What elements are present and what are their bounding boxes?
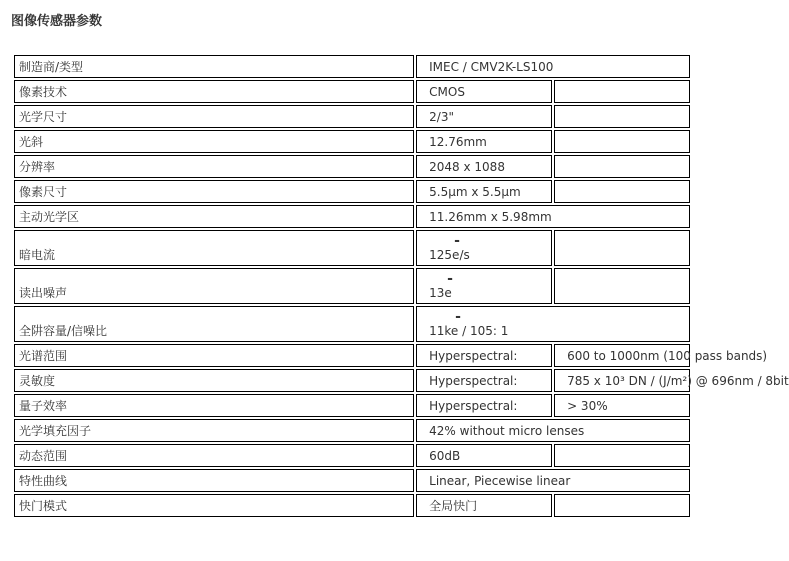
row-value: Hyperspectral: bbox=[416, 394, 552, 417]
table-row bbox=[14, 230, 690, 266]
table-row bbox=[14, 419, 690, 442]
value-main: 13e bbox=[429, 286, 452, 300]
row-value: 5.5μm x 5.5μm bbox=[416, 180, 552, 203]
row-value: 2/3" bbox=[416, 105, 552, 128]
row-value: 60dB bbox=[416, 444, 552, 467]
superscript-mark: - bbox=[447, 271, 453, 287]
row-value-extra: 600 to 1000nm (100 pass bands) bbox=[554, 344, 690, 367]
row-label: 全阱容量/信噪比 bbox=[14, 306, 414, 342]
row-value-extra: > 30% bbox=[554, 394, 690, 417]
row-label: 量子效率 bbox=[14, 394, 414, 417]
table-row bbox=[14, 306, 690, 342]
table-row bbox=[14, 469, 690, 492]
value-with-mark bbox=[429, 271, 453, 300]
row-value: 2048 x 1088 bbox=[416, 155, 552, 178]
row-value: IMEC / CMV2K-LS100 bbox=[416, 55, 690, 78]
table-row bbox=[14, 80, 690, 103]
row-value-extra bbox=[554, 444, 690, 467]
row-value bbox=[416, 230, 552, 266]
table-row bbox=[14, 394, 690, 417]
row-value: Hyperspectral: bbox=[416, 369, 552, 392]
row-value bbox=[416, 306, 690, 342]
superscript-mark: - bbox=[454, 233, 460, 249]
row-label: 灵敏度 bbox=[14, 369, 414, 392]
row-label: 快门模式 bbox=[14, 494, 414, 517]
value-suffix: /s bbox=[459, 248, 470, 262]
row-value-extra bbox=[554, 155, 690, 178]
row-label: 光学尺寸 bbox=[14, 105, 414, 128]
table-row bbox=[14, 344, 690, 367]
row-label: 暗电流 bbox=[14, 230, 414, 266]
row-value: Hyperspectral: bbox=[416, 344, 552, 367]
table-row bbox=[14, 494, 690, 517]
row-value-extra bbox=[554, 494, 690, 517]
row-label: 制造商/类型 bbox=[14, 55, 414, 78]
table-row bbox=[14, 55, 690, 78]
row-value: 11.26mm x 5.98mm bbox=[416, 205, 690, 228]
table-row bbox=[14, 205, 690, 228]
row-value: Linear, Piecewise linear bbox=[416, 469, 690, 492]
row-value-extra bbox=[554, 130, 690, 153]
row-label: 动态范围 bbox=[14, 444, 414, 467]
row-label: 光斜 bbox=[14, 130, 414, 153]
sensor-spec-table bbox=[12, 53, 789, 519]
row-value: 12.76mm bbox=[416, 130, 552, 153]
row-label: 像素技术 bbox=[14, 80, 414, 103]
row-value bbox=[416, 268, 552, 304]
page-title: 图像传感器参数 bbox=[11, 14, 103, 29]
table-row bbox=[14, 444, 690, 467]
table-row bbox=[14, 268, 690, 304]
value-suffix: / 105: 1 bbox=[458, 324, 509, 338]
superscript-mark: - bbox=[455, 309, 461, 325]
row-value-extra bbox=[554, 80, 690, 103]
row-value: 42% without micro lenses bbox=[416, 419, 690, 442]
table-row bbox=[14, 155, 690, 178]
table-row bbox=[14, 105, 690, 128]
table-row bbox=[14, 130, 690, 153]
value-main: 11ke bbox=[429, 324, 459, 338]
table-row bbox=[14, 369, 690, 392]
row-value-extra bbox=[554, 268, 690, 304]
table-row bbox=[14, 180, 690, 203]
row-value: 全局快门 bbox=[416, 494, 552, 517]
row-value-extra: 785 x 10³ DN / (J/m²) @ 696nm / 8bit bbox=[554, 369, 690, 392]
row-label: 像素尺寸 bbox=[14, 180, 414, 203]
row-label: 光学填充因子 bbox=[14, 419, 414, 442]
value-with-mark bbox=[429, 309, 461, 338]
row-label: 特性曲线 bbox=[14, 469, 414, 492]
value-with-mark bbox=[429, 233, 460, 262]
row-value-extra bbox=[554, 105, 690, 128]
row-label: 光谱范围 bbox=[14, 344, 414, 367]
row-label: 读出噪声 bbox=[14, 268, 414, 304]
row-label: 分辨率 bbox=[14, 155, 414, 178]
row-label: 主动光学区 bbox=[14, 205, 414, 228]
row-value-extra bbox=[554, 230, 690, 266]
row-value: CMOS bbox=[416, 80, 552, 103]
row-value-extra bbox=[554, 180, 690, 203]
value-main: 125e bbox=[429, 248, 460, 262]
